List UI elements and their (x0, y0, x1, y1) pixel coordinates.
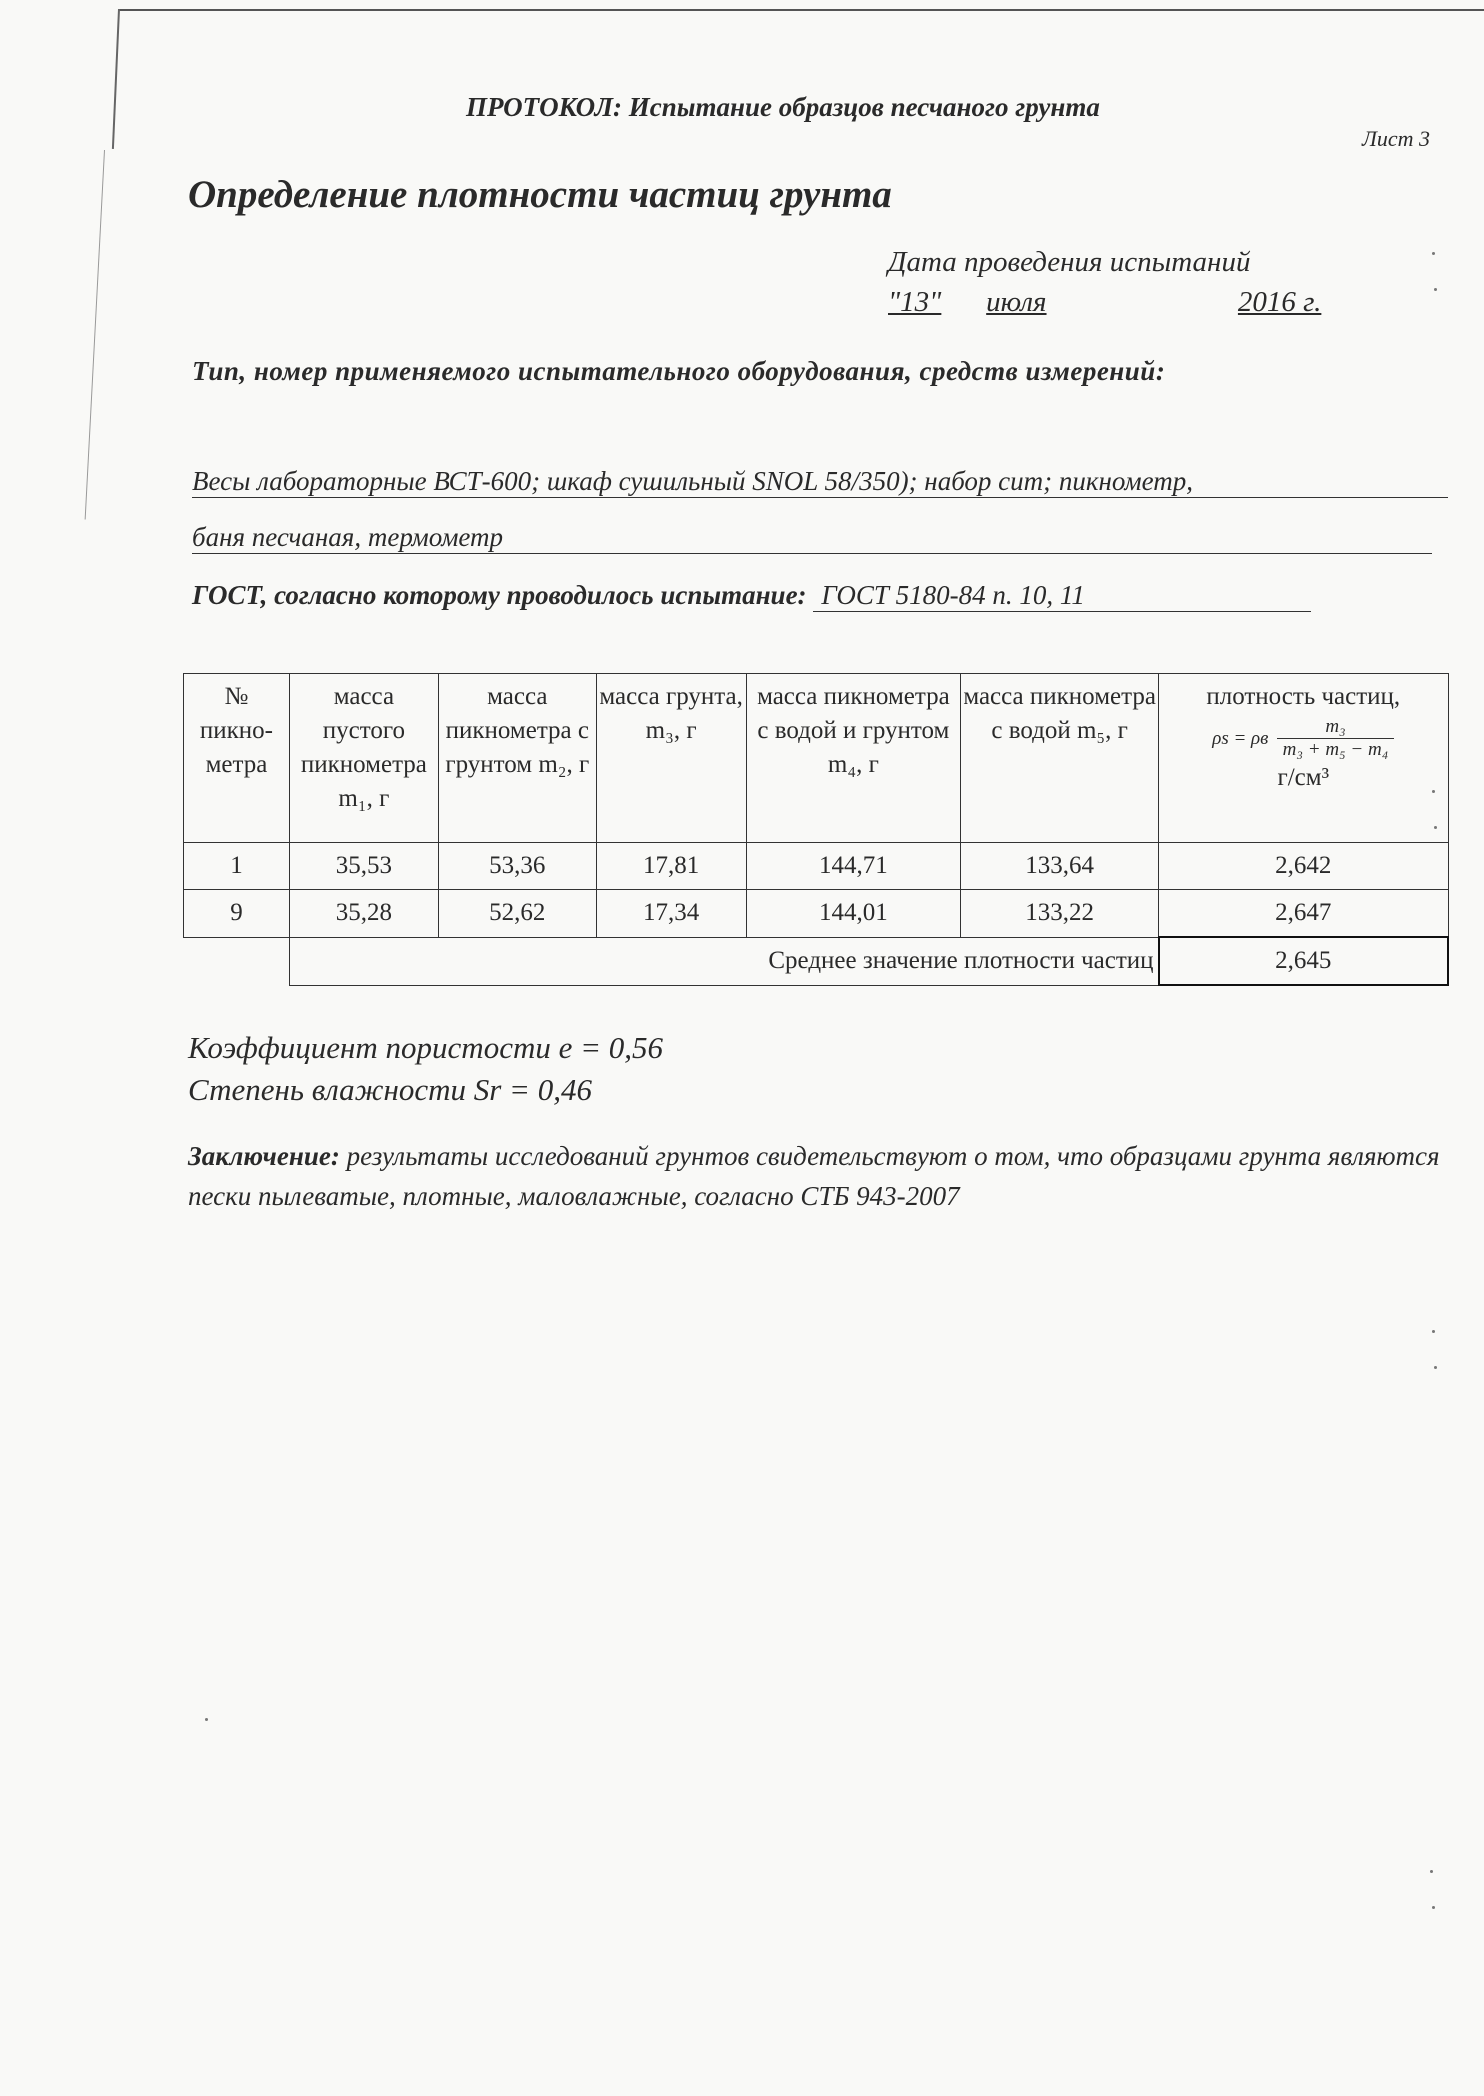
cell-m1: 35,53 (289, 843, 438, 890)
scan-speck (1434, 826, 1437, 829)
header-cell-m3: масса грунта, m₃, г (596, 674, 746, 843)
cell-number: 1 (184, 843, 290, 890)
scan-speck (1432, 1906, 1435, 1909)
equipment-label: Тип, номер применяемого испытательного оборудования, средств измерений: (192, 356, 1166, 386)
test-date-label: Дата проведения испытаний (888, 246, 1251, 278)
table-header-row (184, 674, 1449, 843)
table-row (184, 843, 1449, 890)
gost-value: ГОСТ 5180-84 п. 10, 11 (813, 580, 1311, 612)
average-label: Среднее значение плотности частиц (289, 937, 1158, 985)
scan-speck (205, 1718, 208, 1721)
density-header-label: плотность частиц, (1206, 683, 1401, 710)
scan-speck (1434, 1366, 1437, 1369)
scan-edge (118, 9, 1484, 11)
blank-cell (184, 937, 290, 985)
protocol-header: ПРОТОКОЛ: Испытание образцов песчаного грунта (466, 92, 1100, 122)
cell-m4: 144,71 (746, 843, 961, 890)
scan-speck (1432, 790, 1435, 793)
test-date-month: июля (986, 286, 1047, 318)
gost-line (192, 580, 1311, 612)
test-date-day: "13" (888, 286, 942, 318)
table-row (184, 890, 1449, 938)
cell-m5: 133,22 (961, 890, 1159, 938)
scan-speck (1430, 1870, 1433, 1873)
porosity-coefficient: Коэффициент пористости e = 0,56 (188, 1030, 664, 1065)
scan-edge-left-lower (85, 150, 105, 520)
conclusion-label: Заключение: (188, 1141, 340, 1171)
cell-m4: 144,01 (746, 890, 961, 938)
equipment-line-2: баня песчаная, термометр (192, 522, 1432, 554)
cell-m3: 17,34 (596, 890, 746, 938)
test-date-year: 2016 г. (1237, 286, 1322, 318)
saturation-degree: Степень влажности Sr = 0,46 (188, 1072, 592, 1107)
density-unit: г/см³ (1277, 764, 1330, 791)
sheet-number: Лист 3 (1362, 126, 1431, 151)
cell-m2: 53,36 (438, 843, 596, 890)
cell-m2: 52,62 (438, 890, 596, 938)
scan-edge-left (112, 9, 120, 149)
scan-speck (1432, 1330, 1435, 1333)
test-date (888, 286, 1321, 319)
density-formula-numerator: m₃ (1277, 716, 1395, 739)
average-value: 2,645 (1159, 937, 1448, 985)
header-cell-number: № пикно- метра (184, 674, 290, 843)
density-formula-denominator: m₃ + m₅ − m₄ (1282, 739, 1389, 760)
cell-m5: 133,64 (961, 843, 1159, 890)
header-cell-density (1159, 674, 1448, 843)
header-cell-m4: масса пикнометра с водой и грунтом m₄, г (746, 674, 961, 843)
cell-m3: 17,81 (596, 843, 746, 890)
gost-label: ГОСТ, согласно которому проводилось испытание: (192, 580, 807, 610)
header-cell-m1: масса пустого пикнометра m₁, г (289, 674, 438, 843)
page-title: Определение плотности частиц грунта (188, 173, 892, 216)
header-cell-m2: масса пикнометра с грунтом m₂, г (438, 674, 596, 843)
scan-speck (1432, 252, 1435, 255)
conclusion-text: результаты исследований грунтов свидетельствуют о том, что образцами грунта являются пески пылеватые, плотные, маловлажные, согласно СТБ 943-2007 (188, 1141, 1440, 1211)
average-row (184, 937, 1449, 985)
cell-density: 2,647 (1159, 890, 1448, 938)
density-table (183, 673, 1449, 986)
conclusion (188, 1136, 1458, 1216)
header-cell-m5: масса пикнометра с водой m₅, г (961, 674, 1159, 843)
cell-number: 9 (184, 890, 290, 938)
scan-speck (1434, 288, 1437, 291)
density-formula-fraction (1277, 716, 1395, 761)
cell-m1: 35,28 (289, 890, 438, 938)
cell-density: 2,642 (1159, 843, 1448, 890)
equipment-line-1: Весы лабораторные ВСТ-600; шкаф сушильный SNOL 58/350); набор сит; пикнометр, (192, 466, 1448, 498)
density-formula-lhs: ρs = ρв (1212, 727, 1269, 749)
